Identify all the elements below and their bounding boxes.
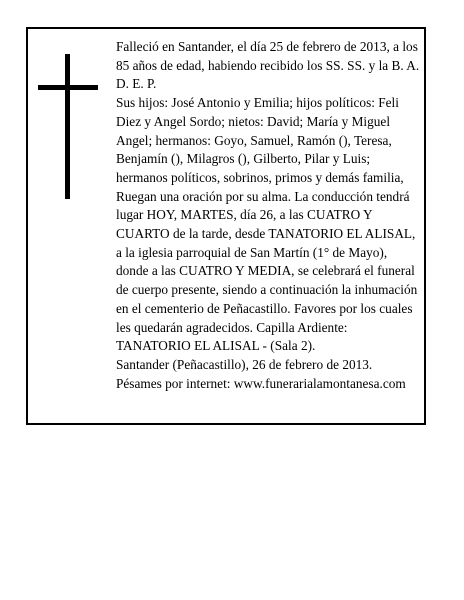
cross-horizontal-bar [38,85,98,90]
condolences-website: Pésames por internet: www.funerarialamontanesa.com [116,375,406,391]
family-and-funeral-details: Sus hijos: José Antonio y Emilia; hijos políticos: Feli Diez y Angel Sordo; nietos: David; María y Miguel Angel; hermanos: Goyo, Samuel, Ramón (), Teresa, Benjamín (), Milagros (), Gilberto, Pilar y Luis; hermanos políticos, sobrinos, primos y demás familia, Ruegan una oración por su alma. La conducción tendrá lugar HOY, MARTES, día 26, a las CUATRO Y CUARTO de la tarde, desde TANATORIO EL ALISAL, a la iglesia parroquial de San Martín (1° de Mayo), donde a las CUATRO Y MEDIA, se celebrará el funeral de cuerpo presente, siendo a continuación la inhumación en el cementerio de Peñacastillo. Favores por los cuales les quedarán agradecidos. Capilla Ardiente: TANATORIO EL ALISAL - (Sala 2). [116,95,418,354]
death-announcement: Falleció en Santander, el día 25 de febrero de 2013, a los 85 años de edad, habiendo recibido los SS. SS. y la B. A. [116,39,420,73]
place-and-date: Santander (Peñacastillo), 26 de febrero de 2013. [116,356,373,372]
rest-in-peace: D. E. P. [116,76,157,92]
cross-vertical-bar [65,54,70,199]
obituary-notice [26,27,426,425]
obituary-text [116,38,421,393]
cross-icon [38,54,98,199]
